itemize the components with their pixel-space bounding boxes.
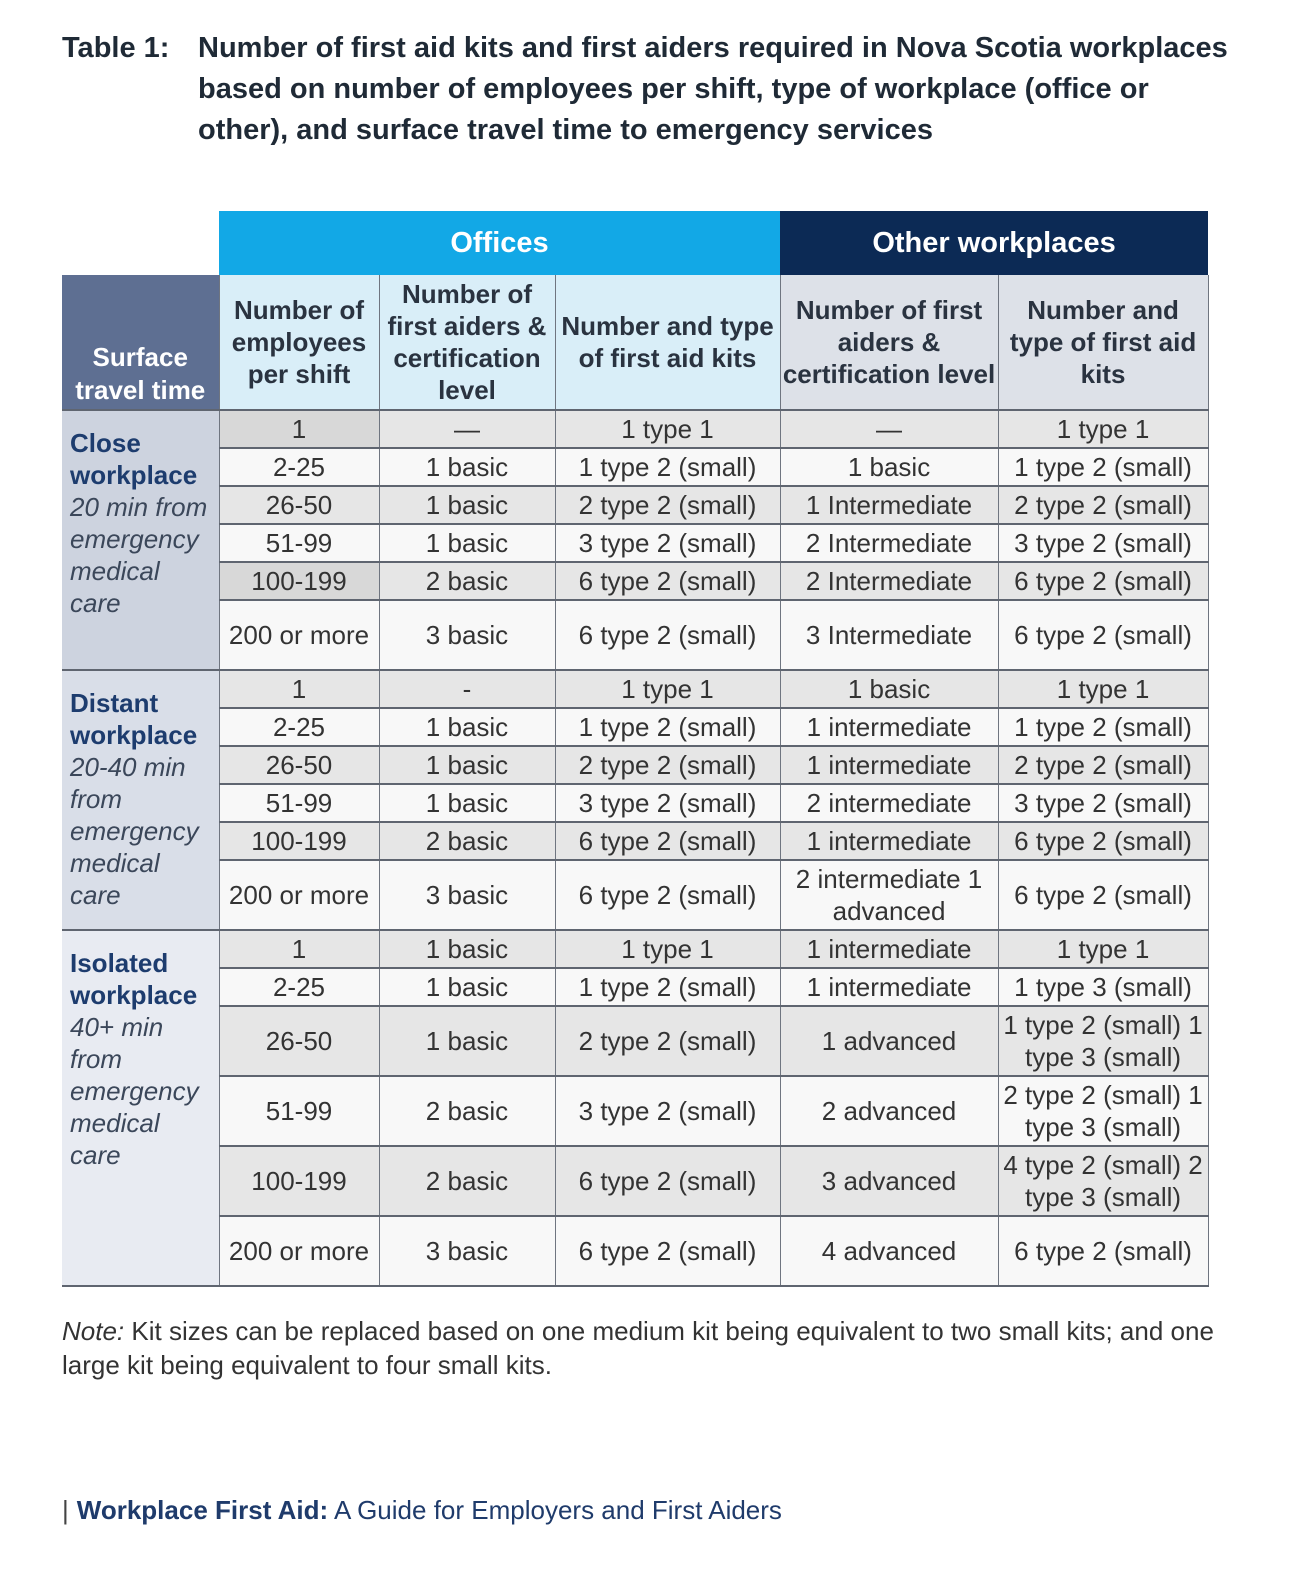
section-description: 20 min from emergency medical care xyxy=(70,492,208,618)
employees-cell: 51-99 xyxy=(219,1076,379,1146)
footer-separator: | xyxy=(62,1495,69,1525)
table-row xyxy=(62,708,1208,746)
other-aiders-cell: 1 basic xyxy=(780,670,998,708)
table-row xyxy=(62,822,1208,860)
other-kits-cell: 1 type 1 xyxy=(998,670,1208,708)
other-kits-cell: 6 type 2 (small) xyxy=(998,562,1208,600)
offices-kits-cell: 1 type 2 (small) xyxy=(555,968,780,1006)
offices-aiders-cell: 1 basic xyxy=(379,1006,555,1076)
table-row xyxy=(62,670,1208,708)
offices-kits-cell: 6 type 2 (small) xyxy=(555,1146,780,1216)
other-kits-cell: 1 type 1 xyxy=(998,410,1208,448)
offices-kits-cell: 2 type 2 (small) xyxy=(555,1006,780,1076)
table-row xyxy=(62,930,1208,968)
offices-aiders-cell: 2 basic xyxy=(379,1146,555,1216)
other-kits-cell: 3 type 2 (small) xyxy=(998,784,1208,822)
other-aiders-cell: 1 basic xyxy=(780,448,998,486)
offices-aiders-cell: 1 basic xyxy=(379,708,555,746)
employees-cell: 26-50 xyxy=(219,1006,379,1076)
other-aiders-cell: 1 intermediate xyxy=(780,708,998,746)
section-name: Distant workplace xyxy=(70,688,198,750)
offices-kits-cell: 2 type 2 (small) xyxy=(555,746,780,784)
section-description: 20-40 min from emergency medical care xyxy=(70,752,199,910)
table-row xyxy=(62,746,1208,784)
first-aid-table xyxy=(62,211,1209,1287)
footer-guide-subtitle: A Guide for Employers and First Aiders xyxy=(333,1495,782,1525)
employees-cell: 200 or more xyxy=(219,1216,379,1286)
other-aiders-cell: 2 Intermediate xyxy=(780,524,998,562)
employees-cell: 26-50 xyxy=(219,746,379,784)
table-row xyxy=(62,784,1208,822)
offices-kits-cell: 6 type 2 (small) xyxy=(555,1216,780,1286)
note-text: Kit sizes can be replaced based on one medium kit being equivalent to two small kits; and one large kit being equivalent to four small kits. xyxy=(62,1316,1214,1380)
other-kits-cell: 2 type 2 (small) xyxy=(998,486,1208,524)
employees-cell: 1 xyxy=(219,670,379,708)
offices-aiders-cell: 1 basic xyxy=(379,968,555,1006)
offices-kits-cell: 3 type 2 (small) xyxy=(555,524,780,562)
table-note xyxy=(62,1314,1222,1382)
other-kits-cell: 2 type 2 (small) 1 type 3 (small) xyxy=(998,1076,1208,1146)
table-number: Table 1: xyxy=(62,32,170,64)
offices-kits-cell: 6 type 2 (small) xyxy=(555,860,780,930)
footer-guide-title: Workplace First Aid: xyxy=(76,1495,329,1525)
offices-kits-cell: 1 type 1 xyxy=(555,670,780,708)
other-kits-cell: 1 type 1 xyxy=(998,930,1208,968)
offices-kits-cell: 1 type 1 xyxy=(555,410,780,448)
offices-aiders-cell: 2 basic xyxy=(379,822,555,860)
offices-aiders-cell: 1 basic xyxy=(379,448,555,486)
header-surface-travel-time: Surface travel time xyxy=(62,275,219,410)
offices-aiders-cell: 2 basic xyxy=(379,1076,555,1146)
other-aiders-cell: 2 advanced xyxy=(780,1076,998,1146)
offices-kits-cell: 1 type 2 (small) xyxy=(555,708,780,746)
other-kits-cell: 6 type 2 (small) xyxy=(998,822,1208,860)
offices-kits-cell: 1 type 2 (small) xyxy=(555,448,780,486)
other-kits-cell: 1 type 2 (small) 1 type 3 (small) xyxy=(998,1006,1208,1076)
other-kits-cell: 1 type 2 (small) xyxy=(998,448,1208,486)
employees-cell: 1 xyxy=(219,930,379,968)
other-aiders-cell: 3 advanced xyxy=(780,1146,998,1216)
offices-aiders-cell: 3 basic xyxy=(379,860,555,930)
other-aiders-cell: 3 Intermediate xyxy=(780,600,998,670)
table-row xyxy=(62,524,1208,562)
offices-aiders-cell: 1 basic xyxy=(379,930,555,968)
table-caption: Number of first aid kits and first aiders required in Nova Scotia workplaces based on number of employees per shift, type of workplace (office or other), and surface travel time to emergency services xyxy=(198,32,1228,146)
table-row xyxy=(62,600,1208,670)
table-row xyxy=(62,968,1208,1006)
other-kits-cell: 6 type 2 (small) xyxy=(998,860,1208,930)
offices-aiders-cell: 2 basic xyxy=(379,562,555,600)
header-other-kits: Number and type of first aid kits xyxy=(998,275,1208,410)
employees-cell: 2-25 xyxy=(219,968,379,1006)
section-distant-workplace xyxy=(62,670,219,930)
table-body xyxy=(62,410,1208,1286)
header-offices-first-aiders: Number of first aiders & certification level xyxy=(379,275,555,410)
employees-cell: 26-50 xyxy=(219,486,379,524)
other-aiders-cell: 1 intermediate xyxy=(780,822,998,860)
section-isolated-workplace xyxy=(62,930,219,1286)
other-aiders-cell: 4 advanced xyxy=(780,1216,998,1286)
other-kits-cell: 4 type 2 (small) 2 type 3 (small) xyxy=(998,1146,1208,1216)
employees-cell: 51-99 xyxy=(219,784,379,822)
group-header-other-workplaces: Other workplaces xyxy=(780,211,1208,275)
other-aiders-cell: 1 intermediate xyxy=(780,968,998,1006)
other-kits-cell: 2 type 2 (small) xyxy=(998,746,1208,784)
section-close-workplace xyxy=(62,410,219,670)
table-row xyxy=(62,1076,1208,1146)
section-name: Isolated workplace xyxy=(70,948,198,1010)
table-title xyxy=(62,28,1242,151)
other-kits-cell: 6 type 2 (small) xyxy=(998,600,1208,670)
employees-cell: 51-99 xyxy=(219,524,379,562)
other-aiders-cell: 2 intermediate xyxy=(780,784,998,822)
other-kits-cell: 3 type 2 (small) xyxy=(998,524,1208,562)
corner-blank xyxy=(62,211,219,275)
table-row xyxy=(62,1146,1208,1216)
other-kits-cell: 1 type 3 (small) xyxy=(998,968,1208,1006)
offices-kits-cell: 6 type 2 (small) xyxy=(555,822,780,860)
offices-aiders-cell: 1 basic xyxy=(379,784,555,822)
table-row xyxy=(62,860,1208,930)
other-aiders-cell: 1 Intermediate xyxy=(780,486,998,524)
table-row xyxy=(62,486,1208,524)
other-aiders-cell: 1 advanced xyxy=(780,1006,998,1076)
other-kits-cell: 1 type 2 (small) xyxy=(998,708,1208,746)
section-description: 40+ min from emergency medical care xyxy=(70,1012,199,1170)
employees-cell: 200 or more xyxy=(219,860,379,930)
employees-cell: 200 or more xyxy=(219,600,379,670)
offices-kits-cell: 6 type 2 (small) xyxy=(555,562,780,600)
other-kits-cell: 6 type 2 (small) xyxy=(998,1216,1208,1286)
offices-kits-cell: 6 type 2 (small) xyxy=(555,600,780,670)
header-offices-kits: Number and type of first aid kits xyxy=(555,275,780,410)
offices-kits-cell: 3 type 2 (small) xyxy=(555,784,780,822)
employees-cell: 2-25 xyxy=(219,448,379,486)
table-row xyxy=(62,448,1208,486)
offices-kits-cell: 2 type 2 (small) xyxy=(555,486,780,524)
note-label: Note: xyxy=(62,1316,125,1346)
header-other-first-aiders: Number of first aiders & certification level xyxy=(780,275,998,410)
offices-aiders-cell: 1 basic xyxy=(379,486,555,524)
table-row xyxy=(62,410,1208,448)
offices-aiders-cell: 3 basic xyxy=(379,1216,555,1286)
employees-cell: 1 xyxy=(219,410,379,448)
employees-cell: 100-199 xyxy=(219,822,379,860)
header-employees-per-shift: Number of employees per shift xyxy=(219,275,379,410)
offices-aiders-cell: 1 basic xyxy=(379,524,555,562)
employees-cell: 2-25 xyxy=(219,708,379,746)
offices-aiders-cell: — xyxy=(379,410,555,448)
other-aiders-cell: 2 intermediate 1 advanced xyxy=(780,860,998,930)
other-aiders-cell: 1 intermediate xyxy=(780,746,998,784)
other-aiders-cell: 1 intermediate xyxy=(780,930,998,968)
other-aiders-cell: 2 Intermediate xyxy=(780,562,998,600)
other-aiders-cell: — xyxy=(780,410,998,448)
offices-aiders-cell: - xyxy=(379,670,555,708)
employees-cell: 100-199 xyxy=(219,1146,379,1216)
offices-kits-cell: 3 type 2 (small) xyxy=(555,1076,780,1146)
offices-aiders-cell: 1 basic xyxy=(379,746,555,784)
group-header-offices: Offices xyxy=(219,211,780,275)
employees-cell: 100-199 xyxy=(219,562,379,600)
offices-kits-cell: 1 type 1 xyxy=(555,930,780,968)
page-footer xyxy=(62,1495,782,1526)
table-row xyxy=(62,1006,1208,1076)
table-row xyxy=(62,1216,1208,1286)
section-name: Close workplace xyxy=(70,428,198,490)
offices-aiders-cell: 3 basic xyxy=(379,600,555,670)
table-row xyxy=(62,562,1208,600)
